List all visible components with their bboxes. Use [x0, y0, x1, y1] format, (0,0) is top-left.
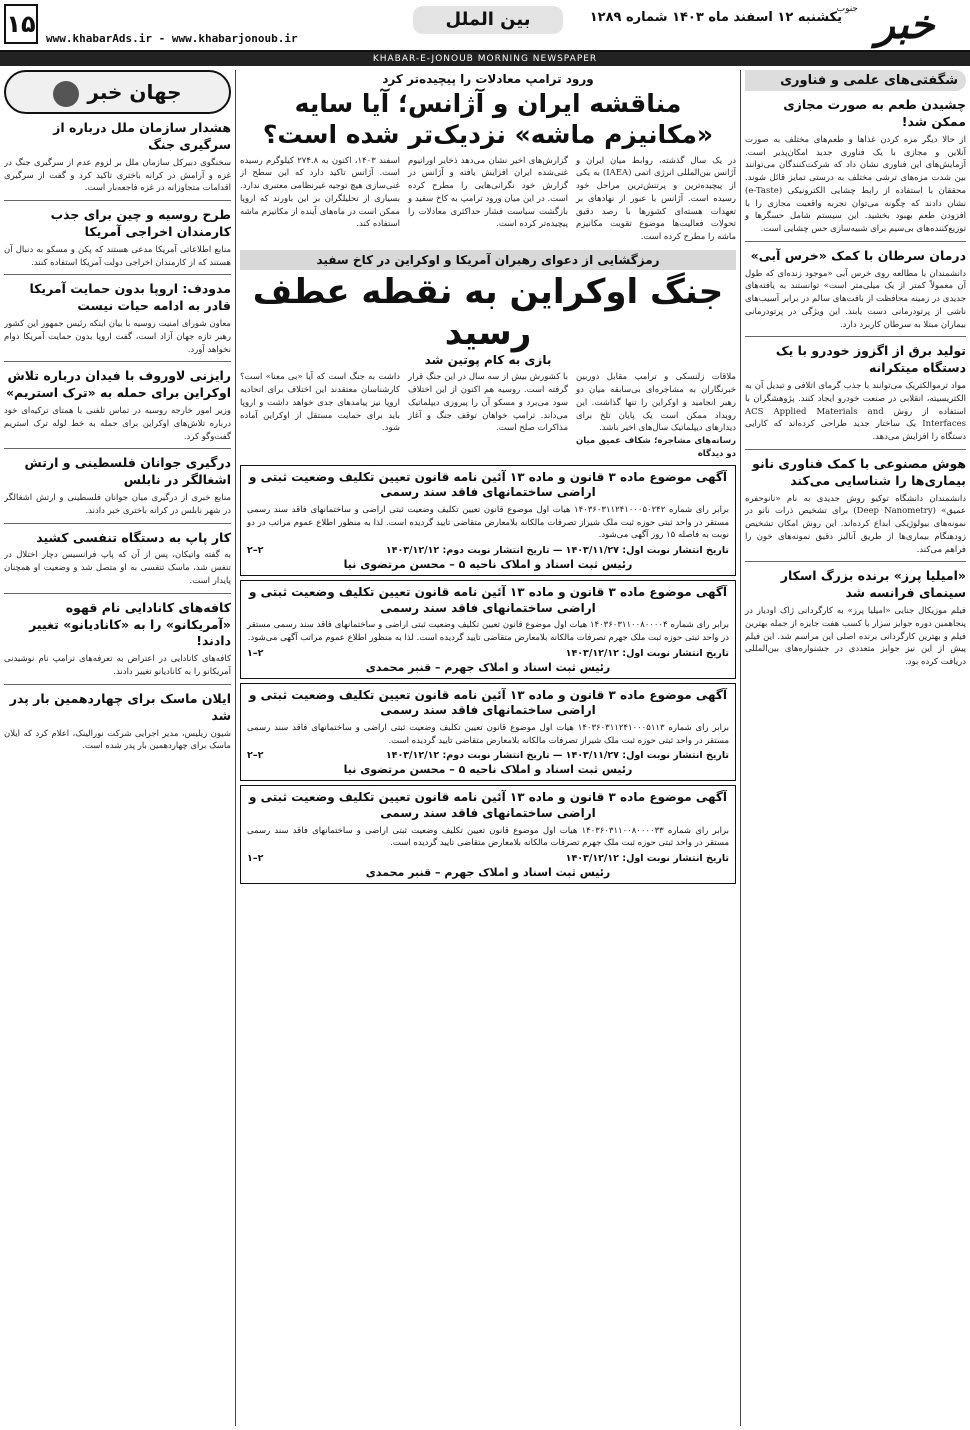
notice-body: برابر رای شماره ۱۴۰۳۶۰۳۱۱۲۴۱۰۰۰۵۰۲۴۲ هیات اول موضوع قانون تعیین تکلیف وضعیت ثبتی اراضی و ساختمانهای فاقد سند رسمی مستقر در واحد ثبتی حوزه ثبت ملک شیراز تصرفات مالکانه بلامعارض متقاضی تایید گردیده است. لذا به منظور اطلاع عموم مراتب در دو نوبت به فاصله ۱۵ روز آگهی می‌شود.: [247, 504, 729, 541]
story-headline[interactable]: جنگ اوکراین به نقطه عطف رسید: [252, 271, 724, 353]
article: [745, 248, 966, 332]
iran-iaea-story: [240, 72, 736, 244]
story-text-columns: [240, 155, 736, 244]
masthead: [0, 0, 970, 52]
article-body: شیون زیلیس، مدیر اجرایی شرکت نورالینک، اعلام کرد که ایلان ماسک برای چهاردهمین بار پدر شده است.: [4, 728, 231, 752]
divider: [4, 448, 231, 449]
logo-subtitle: جنوب: [836, 4, 858, 14]
notice-signature: رئیس ثبت اسناد و املاک ناحیه ۵ – محسن مرتضوی نیا: [343, 763, 633, 777]
story-kicker: ورود ترامپ معادلات را پیچیده‌تر کرد: [382, 72, 594, 86]
article-body: فیلم موزیکال جنایی «امیلیا پرز» به کارگردانی ژاک اودیار در پنجاهمین دوره جوایز سزار با کسب هفت جایزه از جمله بهترین فیلم و بهترین کارگردانی برنده اصلی این مراسم شد. این فیلم پیش از این نیز جوایز متعددی در جشنواره‌های بین‌المللی دریافت کرده بود.: [745, 606, 966, 668]
notice-code: ۲–۲: [247, 545, 264, 557]
article-body: کافه‌های کانادایی در اعتراض به تعرفه‌های ترامپ نام نوشیدنی آمریکانو را به کانادیانو تغییر دادند.: [4, 654, 231, 677]
article: [4, 600, 231, 679]
notice-footer: [247, 648, 729, 659]
article-headline[interactable]: ایلان ماسک برای چهاردهمین بار پدر شد: [9, 690, 231, 723]
story-band: رمزگشایی از دعوای رهبران آمریکا و اوکراین در کاخ سفید: [240, 250, 736, 270]
article-body: منابع خبری از درگیری میان جوانان فلسطینی و ارتش اشغالگر در شهر نابلس در کرانه باختری خبر دادند.: [4, 493, 231, 516]
badge-label: جهان خبر: [87, 80, 182, 104]
notice-date: تاریخ انتشار نوبت اول: ۱۴۰۳/۱۱/۲۷ — تاریخ انتشار نوبت دوم: ۱۴۰۳/۱۲/۱۲: [385, 545, 729, 557]
issue-dateline: یکشنبه ۱۲ اسفند ماه ۱۴۰۳ شماره ۱۲۸۹: [589, 10, 842, 25]
article-headline[interactable]: تولید برق از اگزوز خودرو با یک دستگاه میتکرانه: [775, 343, 966, 376]
website-urls[interactable]: www.khabarAds.ir - www.khabarjonoub.ir: [46, 32, 298, 45]
article-headline[interactable]: «امیلیا پرز» برنده بزرگ اسکار سینمای فرانسه شد: [780, 568, 966, 601]
article-headline[interactable]: کافه‌های کانادایی نام قهوه «آمریکانو» را به «کانادیانو» تغییر دادند!: [29, 599, 231, 649]
notice-date: تاریخ انتشار نوبت اول: ۱۴۰۳/۱۲/۱۲: [565, 647, 729, 659]
article-headline[interactable]: درگیری جوانان فلسطینی و ارتش اشغالگر در نابلس: [24, 455, 231, 488]
article: [4, 530, 231, 588]
story-inline-subhead: رسانه‌های مشاجره؛ شکاف عمیق میان دو دیدگاه: [576, 436, 736, 459]
notice-title: آگهی موضوع ماده ۳ قانون و ماده ۱۳ آئین نامه قانون تعیین تکلیف وضعیت ثبتی و اراضی ساختمانهای فاقد سند رسمی: [249, 687, 727, 718]
story-headline[interactable]: مناقشه ایران و آژانس؛ آیا سایه «مکانیزم ماشه» نزدیک‌تر شده است؟: [262, 89, 714, 150]
article: [745, 456, 966, 557]
story-text-columns: [240, 371, 736, 460]
globe-icon: [53, 81, 79, 107]
notice-code: ۲–۲: [247, 750, 264, 762]
article-headline[interactable]: درمان سرطان با کمک «خرس آبی»: [750, 247, 966, 263]
story-text: اسفند ۱۴۰۳، اکنون به ۲۷۴.۸ کیلوگرم رسیده است. آژانس تاکید دارد که این سطح از غنی‌سازی هیچ توجیه غیرنظامی معتبری ندارد. بسیاری از تحلیلگران بر این باورند که اروپا ممکن است در ماه‌های آینده از مکانیزم ماشه استفاده کند.: [240, 155, 400, 230]
article-body: منابع اطلاعاتی آمریکا مدعی هستند که پکن و مسکو به دنبال آن هستند که از کارمندان اخراجی دولت آمریکا استفاده کنند.: [4, 244, 231, 268]
article-body: دانشمندان با مطالعه روی خرس آبی «موجود زنده‌ای که طول آن معمولاً کمتر از یک میلی‌متر است» توانستند به یافته‌های جدیدی در زمینه محافظت از بافت‌های سالم در برابر آسیب‌های ناشی از پرتودرمانی دست یابند. این ویژگی در پرتودرمانی بیماران مبتلا به سرطان کاربرد دارد.: [745, 268, 966, 330]
notice-footer: [247, 750, 729, 761]
page-number: ۱۵: [4, 4, 38, 44]
story-text: با کشورش بیش از سه سال در این جنگ قرار گرفته است. روسیه هم اکنون از این اختلاف سود می‌برد و مسکو آن را پیروزی دیپلماتیک می‌داند. ترامپ خواهان توقف جنگ و آغاز مذاکرات صلح است.: [408, 372, 568, 434]
article-headline[interactable]: مدودف: اروپا بدون حمایت آمریکا قادر به ادامه حیات نیست: [29, 281, 231, 314]
story-text: گزارش‌های اخیر نشان می‌دهد ذخایر اورانیوم غنی‌شده ایران افزایش یافته و آژانس در گزارش خود نگرانی‌هایی را مطرح کرده است. در این میان ورود ترامپ به کاخ سفید و بازگشت سیاست فشار حداکثری معادلات را پیچیده‌تر کرده است.: [408, 155, 568, 230]
article-headline[interactable]: طرح روسیه و چین برای جذب کارمندان اخراجی آمریکا: [50, 207, 231, 239]
article-body: به گفته واتیکان، پس از آن که پاپ فرانسیس دچار اختلال در تنفس شد، ماسک تنفسی به او متصل شد و وضعیت او همچنان پایدار است.: [4, 550, 231, 586]
article-headline[interactable]: رایزنی لاوروف با فیدان درباره تلاش اوکراین برای حمله به «ترک استریم»: [5, 368, 231, 401]
notice-footer: [247, 853, 729, 864]
legal-notice: [240, 580, 736, 679]
notice-body: برابر رای شماره ۱۴۰۳۶۰۳۱۱۲۴۱۰۰۰۵۱۱۳ هیات اول موضوع قانون تعیین تکلیف وضعیت ثبتی اراضی و ساختمانهای فاقد سند رسمی مستقر در واحد ثبتی حوزه ثبت ملک شیراز تصرفات مالکانه بلامعارض متقاضی تایید گردیده است.: [247, 722, 729, 746]
main-stories: [240, 70, 736, 1426]
article-headline[interactable]: هشدار سازمان ملل درباره از سرگیری جنگ: [53, 120, 231, 152]
article-body: معاون شورای امنیت روسیه با بیان اینکه رئیس جمهور این کشور رهبر تازه جهان آزاد است، گفت اروپا بدون حمایت آمریکا دوام نخواهد آورد.: [4, 319, 231, 355]
article: [4, 691, 231, 753]
article-headline[interactable]: کار پاپ به دستگاه تنفسی کشید: [36, 529, 231, 545]
world-news-column: [4, 70, 236, 1426]
article-body: سخنگوی دبیرکل سازمان ملل بر لزوم عدم از سرگیری جنگ در غزه و آرامش در کرانه باختری تاکید کرد و گفت از سرگیری اقدامات متجاوزانه در غزه فاجعه‌بار است.: [4, 157, 231, 194]
science-tech-column: [740, 70, 966, 1426]
world-news-badge: [4, 70, 231, 114]
notice-signature: رئیس ثبت اسناد و املاک جهرم – قنبر محمدی: [365, 660, 611, 674]
newspaper-logo: خبر: [875, 2, 935, 48]
notice-date: تاریخ انتشار نوبت اول: ۱۴۰۳/۱۱/۲۷ — تاریخ انتشار نوبت دوم: ۱۴۰۳/۱۲/۱۲: [385, 750, 729, 762]
article: [4, 368, 231, 443]
divider: [745, 449, 966, 450]
article: [745, 97, 966, 236]
notice-signature: رئیس ثبت اسناد و املاک ناحیه ۵ – محسن مرتضوی نیا: [343, 558, 633, 572]
divider: [745, 561, 966, 562]
notice-code: ۲–۱: [247, 853, 264, 865]
article: [4, 281, 231, 356]
article: [4, 120, 231, 195]
notice-date: تاریخ انتشار نوبت اول: ۱۴۰۳/۱۲/۱۲: [565, 853, 729, 865]
story-text: در یک سال گذشته، روابط میان ایران و آژانس بین‌المللی انرژی اتمی (IAEA) به یکی از پیچیده‌ترین و پرتنش‌ترین مراحل خود رسیده است. آژانس با عبور از نهادهای بر تعهدات هسته‌ای کشورها با رصد دقیق تحولات فعالیت‌ها موضوع تقویت مکانیزم ماشه را مطرح کرده است.: [576, 155, 736, 242]
article: [4, 455, 231, 517]
notice-title: آگهی موضوع ماده ۳ قانون و ماده ۱۳ آئین نامه قانون تعیین تکلیف وضعیت ثبتی و اراضی ساختمانهای فاقد سند رسمی: [249, 585, 727, 615]
notice-body: برابر رای شماره ۱۴۰۳۶۰۳۱۱۰۰۸۰۰۰۰۴ هیات اول موضوع قانون تعیین تکلیف وضعیت ثبتی اراضی و ساختمانهای فاقد سند رسمی مستقر در واحد ثبتی حوزه ثبت ملک جهرم تصرفات مالکانه بلامعارض متقاضی تایید گردیده است. لذا به منظور اطلاع عموم مراتب آگهی می‌شود.: [247, 620, 729, 643]
notice-code: ۲–۱: [247, 647, 264, 659]
notice-signature: رئیس ثبت اسناد و املاک جهرم – قنبر محمدی: [365, 866, 611, 880]
divider: [4, 593, 231, 594]
section-title: بین الملل: [413, 6, 563, 34]
divider: [4, 274, 231, 275]
divider: [4, 684, 231, 685]
legal-notice: [240, 465, 736, 576]
story-subhead: بازی به کام پوتین شد: [424, 353, 552, 368]
divider: [4, 361, 231, 362]
story-text: ملاقات زلنسکی و ترامپ مقابل دوربین خبرنگاران به مشاجره‌ای بی‌سابقه میان دو رهبر انجامید و اوکراین را تنها گذاشت. این رویداد ممکن است یک پایان تلخ برای دیدارهای دیپلماتیک سال‌های اخیر باشد.: [576, 372, 736, 434]
article-body: مواد ترموالکتریک می‌توانند با جذب گرمای اتلافی و تبدیل آن به الکتریسیته، انقلابی در صنعت خودرو ایجاد کنند. پژوهشگران با استفاده از روش ACS Applied Materials and Interfaces یک ساختار جدید طراحی کرده‌اند که کارایی دستگاه را افزایش می‌دهد.: [745, 381, 966, 443]
ukraine-story: [240, 250, 736, 461]
english-name-bar: KHABAR-E-JONOUB MORNING NEWSPAPER: [0, 52, 970, 66]
notice-title: آگهی موضوع ماده ۳ قانون و ماده ۱۳ آئین نامه قانون تعیین تکلیف وضعیت ثبتی و اراضی ساختمانهای فاقد سند رسمی: [249, 790, 727, 820]
divider: [745, 241, 966, 242]
article-headline[interactable]: هوش مصنوعی با کمک فناوری نانو بیماری‌ها را شناسایی می‌کند: [752, 455, 966, 488]
notice-body: برابر رای شماره ۱۴۰۳۶۰۳۱۱۰۰۸۰۰۰۰۳۳ هیات اول موضوع قانون تعیین تکلیف وضعیت ثبتی اراضی و ساختمانهای فاقد سند رسمی مستقر در واحد ثبتی حوزه ثبت ملک جهرم تصرفات مالکانه بلامعارض متقاضی تایید گردیده است.: [247, 825, 729, 849]
notice-title: آگهی موضوع ماده ۳ قانون و ماده ۱۳ آئین نامه قانون تعیین تکلیف وضعیت ثبتی و اراضی ساختمانهای فاقد سند رسمی: [249, 469, 727, 500]
divider: [745, 336, 966, 337]
article: [745, 568, 966, 669]
article-body: دانشمندان دانشگاه توکیو روش جدیدی به نام «نانوحفره عمیق» (Deep Nanometry) برای تشخیص ذرات نانو در نمونه‌های بیولوژیکی ابداع کرده‌اند. این روش امکان تشخیص زودهنگام بیماری‌ها از طریق آنالیز دقیق نمونه‌های خون را فراهم می‌کند.: [745, 493, 966, 555]
article: [745, 343, 966, 444]
article-body: از حالا دیگر مزه کردن غذاها و طعم‌های مختلف به صورت آنلاین و مجازی با یک فناوری جدید امکان‌پذیر است. آزمایش‌های این فناوری نشان داد که شرکت‌کنندگان می‌توانند بین شدت مزه‌های ترشی مختلف به درستی تمایز قائل شوند. محققان با استفاده از رابط چشایی الکترونیکی (e-Taste) نشان دادند که چگونه می‌توان تجربه واقعیت مجازی را با افزودن طعم بهبود بخشید. این سیستم شامل حسگرها و توزیع‌کننده‌های بی‌سیم برای شبیه‌سازی حس چشایی است.: [745, 134, 966, 234]
story-text: داشت به جنگ است که آیا «بی‌ معنا» است؟ کارشناسان معتقدند این اختلاف برای اتحادیه اروپا نیز پیامدهای جدی خواهد داشت و اروپا باید برای حمایت مستقل از اوکراین آماده شود.: [240, 372, 400, 434]
article: [4, 207, 231, 269]
divider: [4, 523, 231, 524]
legal-notice: [240, 785, 736, 884]
category-label: شگفتی‌های علمی و فناوری: [745, 70, 966, 91]
divider: [4, 200, 231, 201]
notice-footer: [247, 545, 729, 556]
article-body: وزیر امور خارجه روسیه در تماس تلفنی با همتای ترکیه‌ای خود درباره تلاش‌های اوکراین برای حمله به خط لوله ترک استریم گفت‌وگو کرد.: [4, 406, 231, 442]
article-headline[interactable]: چشیدن طعم به صورت مجازی ممکن شد!: [783, 97, 966, 129]
legal-notice: [240, 683, 736, 782]
